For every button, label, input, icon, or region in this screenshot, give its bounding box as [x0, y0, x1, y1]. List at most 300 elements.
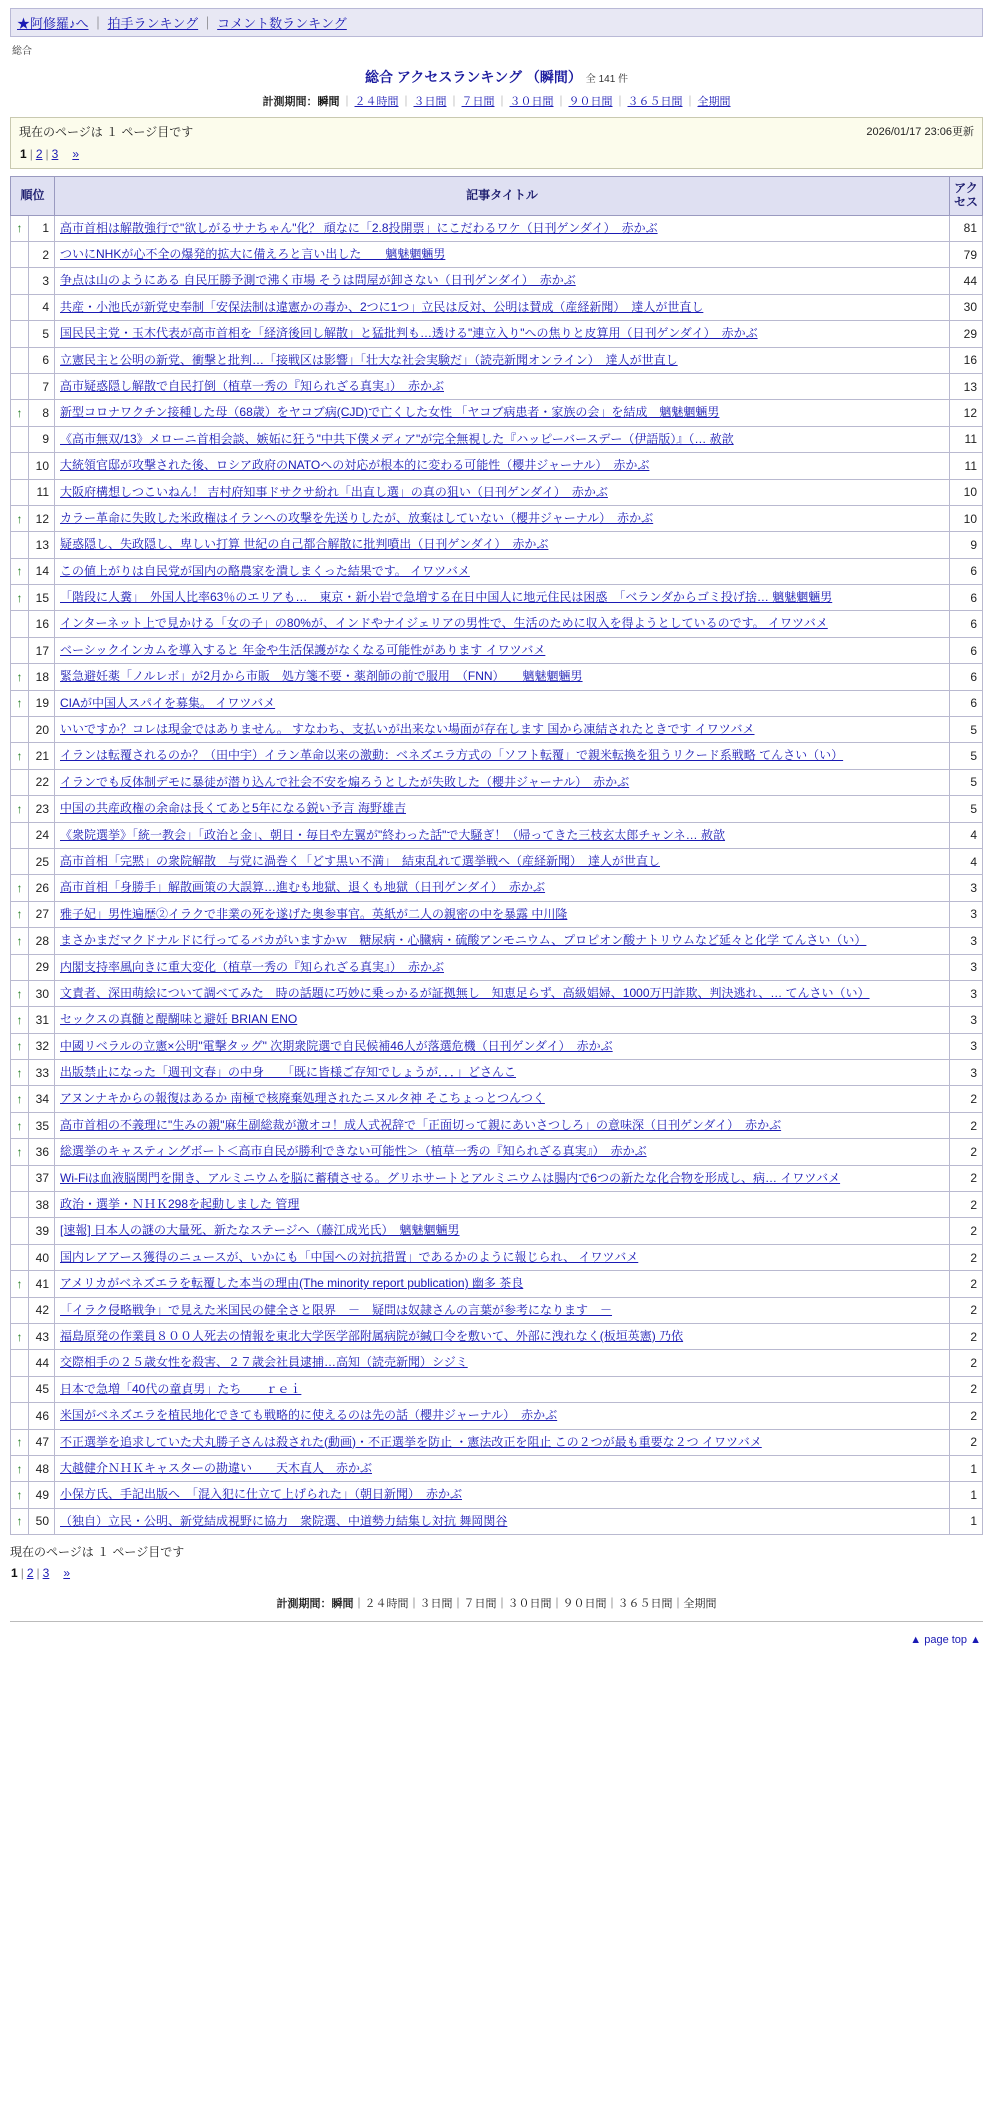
article-title-link[interactable]: 高市首相「身勝手」解散画策の大誤算…進むも地獄、退くも地獄（日刊ゲンダイ） 赤かぶ: [60, 880, 546, 895]
rank-number: 10: [29, 453, 55, 479]
article-title-link[interactable]: 小保方氏、手記出版へ 「混入犯に仕立て上げられた」（朝日新聞） 赤かぶ: [60, 1487, 463, 1502]
table-row: [11, 690, 983, 716]
rank-number: 35: [29, 1112, 55, 1138]
total-count: 全 141 件: [585, 74, 629, 85]
article-title-link[interactable]: この値上がりは自民党が国内の酪農家を潰しまくった結果です。 イワツバメ: [60, 563, 470, 578]
table-row: [11, 479, 983, 505]
article-title-link[interactable]: 内閣支持率風向きに重大変化（植草一秀の『知られざる真実』） 赤かぶ: [60, 959, 445, 974]
period-sep-bottom-3: ｜: [452, 1598, 464, 1611]
period-sep-top-1: ｜: [341, 96, 353, 108]
table-row: [11, 1324, 983, 1350]
table-row: [11, 822, 983, 848]
rank-up-arrow-icon: [11, 743, 29, 769]
rank-number: 9: [29, 426, 55, 452]
footer-divider: [10, 1621, 983, 1622]
article-title-link[interactable]: 《高市無双/13》メローニ首相会談、嫉妬に狂う"中共下僕メディア"が完全無視した『ハッピーバースデー（伊語版）』（… 赦歆: [60, 431, 734, 446]
article-title-link[interactable]: 国内レアアース獲得のニュースが、いかにも「中国への対抗措置」であるかのように報じられ、 イワツバメ: [60, 1249, 639, 1264]
article-title-cell: [55, 637, 950, 663]
article-title-link[interactable]: 大阪府構想しつこいねん！ 吉村府知事ドサクサ紛れ「出直し選」の真の狙い（日刊ゲンダイ） 赤かぶ: [60, 484, 608, 499]
rank-no-change-icon: [11, 373, 29, 399]
table-row: [11, 848, 983, 874]
table-row: [11, 1271, 983, 1297]
rank-up-arrow-icon: [11, 980, 29, 1006]
rank-number: 16: [29, 611, 55, 637]
article-title-link[interactable]: 文責者、深田萌絵について調べてみた 時の話題に巧妙に乗っかるが証拠無し 知恵足らず、高級娼婦、1000万円詐欺、判決逃れ、… てんさい（い）: [60, 985, 870, 1000]
article-title-cell: [55, 1429, 950, 1455]
nav-separator-1: ｜: [91, 16, 105, 31]
article-title-link[interactable]: 日本で急増「40代の童貞男」たち ｒｅｉ: [60, 1381, 302, 1396]
article-title-link[interactable]: まさかまだマクドナルドに行ってるバカがいますかｗ 糖尿病・心臓病・硫酸アンモニウム、プロピオン酸ナトリウムなど延々と化学 てんさい（い）: [60, 933, 867, 948]
rank-up-arrow-icon: [11, 1086, 29, 1112]
access-count: 6: [950, 585, 983, 611]
article-title-link[interactable]: 争点は山のようにある 自民圧勝予測で沸く市場 そうは問屋が卸さない（日刊ゲンダイ） 赤かぶ: [60, 273, 576, 288]
article-title-cell: [55, 294, 950, 320]
rank-no-change-icon: [11, 479, 29, 505]
rank-no-change-icon: [11, 1403, 29, 1429]
access-count: 2: [950, 1244, 983, 1270]
rank-number: 18: [29, 664, 55, 690]
rank-up-arrow-icon: [11, 1007, 29, 1033]
period-sep-top-7: ｜: [684, 96, 696, 108]
period-link-24h-top[interactable]: ２４時間: [354, 96, 399, 108]
article-title-cell: [55, 611, 950, 637]
access-count: 10: [950, 505, 983, 531]
article-title-link[interactable]: 新型コロナワクチン接種した母（68歳）をヤコブ病(CJD)で亡くした女性 「ヤコブ病患者・家族の会」を結成 魑魅魍魎男: [60, 405, 720, 420]
rank-number: 19: [29, 690, 55, 716]
article-title-link[interactable]: 高市首相「完黙」の衆院解散 与党に渦巻く「どす黒い不満」 結束乱れて選挙戦へ（産経新聞） 達人が世直し: [60, 853, 661, 868]
table-row: [11, 558, 983, 584]
rank-number: 5: [29, 321, 55, 347]
article-title-cell: [55, 558, 950, 584]
rank-no-change-icon: [11, 241, 29, 267]
article-title-link[interactable]: 高市首相は解散強行で"欲しがるサナちゃん"化？ 頑なに「2.8投開票」にこだわるワケ（日刊ゲンダイ） 赤かぶ: [60, 220, 658, 235]
page-title: [0, 67, 993, 87]
rank-number: 2: [29, 241, 55, 267]
table-row: [11, 1403, 983, 1429]
rank-no-change-icon: [11, 637, 29, 663]
rank-no-change-icon: [11, 769, 29, 795]
rank-number: 26: [29, 875, 55, 901]
rank-up-arrow-icon: [11, 1429, 29, 1455]
article-title-cell: [55, 505, 950, 531]
article-title-cell: [55, 1007, 950, 1033]
access-count: 6: [950, 558, 983, 584]
table-row: [11, 980, 983, 1006]
access-count: 11: [950, 453, 983, 479]
period-sep-bottom-5: ｜: [551, 1598, 563, 1611]
page-link-2-bottom[interactable]: 2: [26, 1566, 34, 1581]
table-row: [11, 1482, 983, 1508]
article-title-link[interactable]: イランは転覆されるのか？（田中宇）イラン革命以来の激動：ベネズエラ方式の「ソフト転覆」で親米転換を狙うリクード系戦略 てんさい（い）: [60, 748, 844, 763]
access-count: 5: [950, 769, 983, 795]
period-link-30d-top[interactable]: ３０日間: [509, 96, 554, 108]
rank-up-arrow-icon: [11, 664, 29, 690]
period-sep-bottom-4: ｜: [496, 1598, 508, 1611]
rank-number: 8: [29, 400, 55, 426]
table-row: [11, 1297, 983, 1323]
rank-no-change-icon: [11, 268, 29, 294]
article-title-cell: [55, 875, 950, 901]
rank-up-arrow-icon: [11, 1112, 29, 1138]
access-count: 79: [950, 241, 983, 267]
article-title-cell: [55, 1350, 950, 1376]
table-row: [11, 1244, 983, 1270]
table-row: [11, 1033, 983, 1059]
article-title-link[interactable]: 政治・選挙・ＮＨＫ298を起動しました 管理: [60, 1197, 300, 1212]
period-link-all-top[interactable]: 全期間: [697, 96, 731, 108]
article-title-cell: [55, 796, 950, 822]
article-title-cell: [55, 1192, 950, 1218]
access-count: 30: [950, 294, 983, 320]
access-count: 3: [950, 980, 983, 1006]
rank-no-change-icon: [11, 822, 29, 848]
rank-up-arrow-icon: [11, 400, 29, 426]
period-link-7d-bottom[interactable]: ７日間: [463, 1598, 497, 1611]
period-selector-top: [0, 93, 993, 109]
rank-up-arrow-icon: [11, 585, 29, 611]
access-count: 16: [950, 347, 983, 373]
rank-no-change-icon: [11, 954, 29, 980]
rank-number: 34: [29, 1086, 55, 1112]
page-link-1-bottom[interactable]: 1: [11, 1566, 18, 1581]
period-link-3d-top[interactable]: ３日間: [413, 96, 447, 108]
rank-up-arrow-icon: [11, 1033, 29, 1059]
article-title-link[interactable]: 《衆院選挙》「統一教会」「政治と金」、朝日・毎日や左翼が"終わった話"で大騒ぎ！（帰ってきた三枝玄太郎チャンネ… 赦歆: [60, 827, 726, 842]
article-title-link[interactable]: 高市首相の不義理に"生みの親"麻生副総裁が激オコ！成人式祝辞で「正面切って親にあいさつしろ」の意味深（日刊ゲンダイ） 赤かぶ: [60, 1117, 782, 1132]
article-title-link[interactable]: 米国がベネズエラを植民地化できても戦略的に使えるのは先の話（櫻井ジャーナル） 赤かぶ: [60, 1408, 558, 1423]
page-top-link-wrap: [0, 1634, 981, 1646]
table-row: [11, 901, 983, 927]
rank-number: 22: [29, 769, 55, 795]
article-title-cell: [55, 901, 950, 927]
rank-number: 43: [29, 1324, 55, 1350]
period-link-3d-bottom[interactable]: ３日間: [419, 1598, 453, 1611]
article-title-link[interactable]: インターネット上で見かける「女の子」の80%が、インドやナイジェリアの男性で、生活のために収入を得ようとしているのです。 イワツバメ: [60, 616, 828, 631]
rank-number: 28: [29, 928, 55, 954]
article-title-link[interactable]: 高市疑惑隠し解散で自民打倒（植草一秀の『知られざる真実』） 赤かぶ: [60, 378, 445, 393]
access-count: 2: [950, 1271, 983, 1297]
article-title-cell: [55, 1244, 950, 1270]
article-title-link[interactable]: 雅子妃」男性遍歴②イラクで非業の死を遂げた奥参事官。英紙が二人の親密の中を暴露 中川隆: [60, 906, 568, 921]
access-count: 2: [950, 1086, 983, 1112]
period-selector-bottom: [0, 1595, 993, 1611]
period-sep-bottom-6: ｜: [606, 1598, 618, 1611]
rank-number: 1: [29, 215, 55, 241]
article-title-cell: [55, 1112, 950, 1138]
nav-link-clap-ranking[interactable]: 拍手ランキング: [107, 16, 199, 31]
rank-no-change-icon: [11, 611, 29, 637]
rank-no-change-icon: [11, 1244, 29, 1270]
nav-link-comment-ranking[interactable]: コメント数ランキング: [217, 16, 347, 31]
article-title-link[interactable]: 国民民主党・玉木代表が高市首相を「経済後回し解散」と猛批判も…透ける"連立入り"への焦りと皮算用（日刊ゲンダイ） 赤かぶ: [60, 326, 758, 341]
table-row: [11, 637, 983, 663]
table-row: [11, 928, 983, 954]
access-count: 2: [950, 1112, 983, 1138]
article-title-cell: [55, 215, 950, 241]
article-title-link[interactable]: 大統領官邸が攻撃された後、ロシア政府のNATOへの対応が根本的に変わる可能性（櫻井ジャーナル） 赤かぶ: [60, 458, 650, 473]
table-row: [11, 505, 983, 531]
period-link-7d-top[interactable]: ７日間: [461, 96, 495, 108]
table-header-row: [11, 177, 983, 216]
article-title-link[interactable]: 不正選挙を追求していた犬丸勝子さんは殺された(動画)・不正選挙を防止 ・憲法改正を阻止 この２つが最も重要な２つ イワツバメ: [60, 1434, 762, 1449]
rank-number: 11: [29, 479, 55, 505]
table-row: [11, 294, 983, 320]
period-current-bottom: 瞬間: [331, 1598, 354, 1611]
article-title-link[interactable]: カラー革命に失敗した米政権はイランへの攻撃を先送りしたが、放棄はしていない（櫻井ジャーナル） 赤かぶ: [60, 510, 654, 525]
article-title-cell: [55, 1482, 950, 1508]
col-header-access: アクセス: [950, 177, 983, 216]
access-count: 2: [950, 1165, 983, 1191]
page-top-link[interactable]: ▲ page top ▲: [910, 1634, 981, 1647]
period-sep-top-5: ｜: [555, 96, 567, 108]
rank-number: 4: [29, 294, 55, 320]
article-title-cell: [55, 241, 950, 267]
article-title-link[interactable]: 総選挙のキャスティングボート＜高市自民が勝利できない可能性＞（植草一秀の『知られざる真実』） 赤かぶ: [60, 1144, 647, 1159]
rank-number: 3: [29, 268, 55, 294]
period-link-365d-bottom[interactable]: ３６５日間: [617, 1598, 673, 1611]
article-title-cell: [55, 1060, 950, 1086]
access-count: 2: [950, 1324, 983, 1350]
article-title-cell: [55, 585, 950, 611]
access-count: 3: [950, 901, 983, 927]
rank-number: 36: [29, 1139, 55, 1165]
table-row: [11, 875, 983, 901]
access-count: 13: [950, 373, 983, 399]
table-row: [11, 1112, 983, 1138]
pager-bottom: [10, 1564, 983, 1581]
access-count: 6: [950, 637, 983, 663]
article-title-cell: [55, 426, 950, 452]
article-title-link[interactable]: 交際相手の２５歳女性を殺害、２７歳会社員逮捕…高知（読売新聞）シジミ: [60, 1355, 468, 1370]
access-count: 5: [950, 796, 983, 822]
article-title-link[interactable]: 立憲民主と公明の新党、衝撃と批判…「接戦区は影響」「壮大な社会実験だ」（読売新聞オンライン） 達人が世直し: [60, 352, 678, 367]
table-row: [11, 532, 983, 558]
table-row: [11, 743, 983, 769]
article-title-cell: [55, 690, 950, 716]
page-link-3-top[interactable]: 3: [51, 147, 59, 161]
table-row: [11, 717, 983, 743]
page-link-next-top[interactable]: »: [72, 147, 80, 161]
article-title-link[interactable]: アヌンナキからの報復はあるか 南極で核廃棄処理されたニヌルタ神 そこちょっとつんつく: [60, 1091, 545, 1106]
article-title-link[interactable]: アメリカがベネズエラを転覆した本当の理由(The minority report publication) 幽多 茶良: [60, 1276, 524, 1291]
article-title-cell: [55, 532, 950, 558]
article-title-link[interactable]: 中國リベラルの立憲×公明"電撃タッグ" 次期衆院選で自民候補46人が落選危機（日刊ゲンダイ） 赤かぶ: [60, 1038, 613, 1053]
access-count: 81: [950, 215, 983, 241]
access-count: 2: [950, 1218, 983, 1244]
period-link-24h-bottom[interactable]: ２４時間: [364, 1598, 409, 1611]
rank-up-arrow-icon: [11, 875, 29, 901]
top-navigation: [10, 8, 983, 37]
article-title-cell: [55, 1139, 950, 1165]
period-sep-top-3: ｜: [448, 96, 460, 108]
page-title-text: 総合 アクセスランキング （瞬間）: [364, 69, 582, 85]
article-title-cell: [55, 1033, 950, 1059]
rank-number: 29: [29, 954, 55, 980]
article-title-link[interactable]: セックスの真髄と醍醐味と避妊 BRIAN ENO: [60, 1012, 298, 1027]
article-title-link[interactable]: いいですか？コレは現金ではありません。 すなわち、支払いが出来ない場面が存在します 国から凍結されたときです イワツバメ: [60, 722, 755, 737]
rank-up-arrow-icon: [11, 1271, 29, 1297]
rank-up-arrow-icon: [11, 1060, 29, 1086]
page-link-2-top[interactable]: 2: [35, 147, 43, 161]
article-title-link[interactable]: 福島原発の作業員８００人死去の情報を東北大学医学部附属病院が緘口令を敷いて、外部に洩れなく(板垣英憲) 乃依: [60, 1329, 684, 1343]
period-link-all-bottom[interactable]: 全期間: [683, 1598, 717, 1611]
article-title-link[interactable]: 出版禁止になった「週刊文春」の中身 「既に皆様ご存知でしょうが．．．」どさんこ: [60, 1065, 517, 1080]
article-title-link[interactable]: 共産・小池氏が新党史奉制「安保法制は違憲かの毒か、2つに1つ」立民は反対、公明は賛成（産経新聞） 達人が世直し: [60, 299, 704, 314]
rank-no-change-icon: [11, 1376, 29, 1402]
article-title-link[interactable]: イランでも反体制デモに暴徒が潜り込んで社会不安を煽ろうとしたが失敗した（櫻井ジャーナル） 赤かぶ: [60, 774, 630, 789]
access-count: 3: [950, 954, 983, 980]
period-link-30d-bottom[interactable]: ３０日間: [507, 1598, 552, 1611]
rank-up-arrow-icon: [11, 558, 29, 584]
table-row: [11, 1192, 983, 1218]
article-title-cell: [55, 1297, 950, 1323]
nav-link-asyura[interactable]: ★阿修羅♪へ: [17, 16, 89, 31]
rank-no-change-icon: [11, 1350, 29, 1376]
article-title-link[interactable]: （独自）立民・公明、新党結成視野に協力 衆院選、中道勢力結集し対抗 舞岡関谷: [60, 1513, 508, 1528]
article-title-link[interactable]: 「イラク侵略戦争」で見えた米国民の健全さと限界 － 疑問は奴隷さんの言葉が参考になります －: [60, 1302, 613, 1317]
page-link-next-bottom[interactable]: »: [63, 1566, 71, 1581]
access-count: 3: [950, 1060, 983, 1086]
article-title-link[interactable]: 緊急避妊薬「ノルレボ」が2月から市販 処方箋不要・薬剤師の前で服用 （FNN） 魑魅魍魎男: [60, 669, 583, 684]
article-title-cell: [55, 1376, 950, 1402]
rank-number: 41: [29, 1271, 55, 1297]
access-count: 5: [950, 717, 983, 743]
access-count: 3: [950, 1033, 983, 1059]
rank-up-arrow-icon: [11, 690, 29, 716]
period-label-top: 計測期間：: [262, 96, 318, 108]
table-row: [11, 453, 983, 479]
table-row: [11, 321, 983, 347]
access-count: 29: [950, 321, 983, 347]
article-title-cell: [55, 822, 950, 848]
period-sep-bottom-1: ｜: [353, 1598, 365, 1611]
table-row: [11, 1086, 983, 1112]
rank-up-arrow-icon: [11, 796, 29, 822]
col-header-title: 記事タイトル: [55, 177, 950, 216]
period-link-365d-top[interactable]: ３６５日間: [627, 96, 683, 108]
article-title-cell: [55, 1086, 950, 1112]
article-title-cell: [55, 268, 950, 294]
table-row: [11, 241, 983, 267]
article-title-link[interactable]: ベーシックインカムを導入すると 年金や生活保護がなくなる可能性があります イワツバメ: [60, 642, 546, 657]
article-title-cell: [55, 347, 950, 373]
rank-number: 6: [29, 347, 55, 373]
article-title-cell: [55, 848, 950, 874]
access-count: 6: [950, 664, 983, 690]
ranking-table-body: [11, 215, 983, 1535]
access-count: 1: [950, 1508, 983, 1534]
period-sep-top-6: ｜: [614, 96, 626, 108]
article-title-link[interactable]: 中国の共産政権の余命は長くてあと5年になる鋭い予言 海野雄吉: [60, 801, 407, 816]
rank-number: 46: [29, 1403, 55, 1429]
rank-no-change-icon: [11, 294, 29, 320]
table-row: [11, 215, 983, 241]
rank-number: 31: [29, 1007, 55, 1033]
current-page-status-top: 現在のページは １ ページ目です: [19, 125, 194, 139]
rank-no-change-icon: [11, 1297, 29, 1323]
article-title-link[interactable]: Wi-Fiは血液脳関門を開き、アルミニウムを脳に蓄積させる。グリホサートとアルミニウムは腸内で6つの新たな化合物を形成し、病… イワツバメ: [60, 1170, 841, 1185]
period-sep-bottom-2: ｜: [408, 1598, 420, 1611]
access-count: 3: [950, 928, 983, 954]
access-count: 6: [950, 611, 983, 637]
table-row: [11, 1508, 983, 1534]
article-title-cell: [55, 1165, 950, 1191]
article-title-cell: [55, 1403, 950, 1429]
rank-no-change-icon: [11, 347, 29, 373]
rank-up-arrow-icon: [11, 901, 29, 927]
period-label-bottom: 計測期間：: [276, 1598, 332, 1611]
article-title-cell: [55, 717, 950, 743]
table-row: [11, 796, 983, 822]
rank-number: 42: [29, 1297, 55, 1323]
rank-number: 27: [29, 901, 55, 927]
period-link-90d-top[interactable]: ９０日間: [568, 96, 613, 108]
period-sep-bottom-7: ｜: [672, 1598, 684, 1611]
page-link-1-top[interactable]: 1: [20, 147, 27, 161]
rank-up-arrow-icon: [11, 1324, 29, 1350]
rank-no-change-icon: [11, 532, 29, 558]
access-count: 3: [950, 875, 983, 901]
rank-up-arrow-icon: [11, 1508, 29, 1534]
rank-number: 7: [29, 373, 55, 399]
table-row: [11, 1455, 983, 1481]
period-sep-top-4: ｜: [496, 96, 508, 108]
article-title-cell: [55, 743, 950, 769]
rank-no-change-icon: [11, 1192, 29, 1218]
period-link-90d-bottom[interactable]: ９０日間: [562, 1598, 607, 1611]
rank-number: 12: [29, 505, 55, 531]
ranking-table: [10, 176, 983, 1535]
rank-number: 23: [29, 796, 55, 822]
access-count: 11: [950, 426, 983, 452]
access-count: 1: [950, 1482, 983, 1508]
access-count: 9: [950, 532, 983, 558]
rank-no-change-icon: [11, 321, 29, 347]
article-title-cell: [55, 1508, 950, 1534]
article-title-link[interactable]: ついにNHKが心不全の爆発的拡大に備えろと言い出した 魑魅魍魎男: [60, 246, 446, 261]
table-row: [11, 1165, 983, 1191]
access-count: 2: [950, 1403, 983, 1429]
access-count: 2: [950, 1350, 983, 1376]
access-count: 44: [950, 268, 983, 294]
rank-number: 24: [29, 822, 55, 848]
article-title-link[interactable]: 大越健介ＮＨＫキャスターの勘違い 天木直人 赤かぶ: [60, 1460, 373, 1475]
article-title-link[interactable]: CIAが中国人スパイを募集。 イワツバメ: [60, 695, 276, 710]
table-row: [11, 954, 983, 980]
nav-separator-2: ｜: [201, 16, 215, 31]
table-row: [11, 426, 983, 452]
article-title-cell: [55, 373, 950, 399]
table-row: [11, 373, 983, 399]
table-row: [11, 1350, 983, 1376]
article-title-cell: [55, 1218, 950, 1244]
page-link-3-bottom[interactable]: 3: [42, 1566, 50, 1581]
table-row: [11, 1007, 983, 1033]
article-title-link[interactable]: [速報] 日本人の謎の大量死、新たなステージへ（藤江成光氏） 魑魅魍魎男: [60, 1223, 460, 1238]
table-row: [11, 769, 983, 795]
article-title-cell: [55, 980, 950, 1006]
rank-number: 25: [29, 848, 55, 874]
rank-no-change-icon: [11, 1218, 29, 1244]
rank-no-change-icon: [11, 717, 29, 743]
article-title-cell: [55, 1271, 950, 1297]
article-title-link[interactable]: 疑惑隠し、失政隠し、卑しい打算 世紀の自己都合解散に批判噴出（日刊ゲンダイ） 赤かぶ: [60, 537, 549, 552]
article-title-cell: [55, 1455, 950, 1481]
article-title-cell: [55, 321, 950, 347]
access-count: 10: [950, 479, 983, 505]
rank-number: 21: [29, 743, 55, 769]
article-title-link[interactable]: 「階段に人糞」 外国人比率63％のエリアも… 東京・新小岩で急増する在日中国人に地元住民は困惑 「ベランダからゴミ投げ捨… 魑魅魍魎男: [60, 590, 833, 605]
